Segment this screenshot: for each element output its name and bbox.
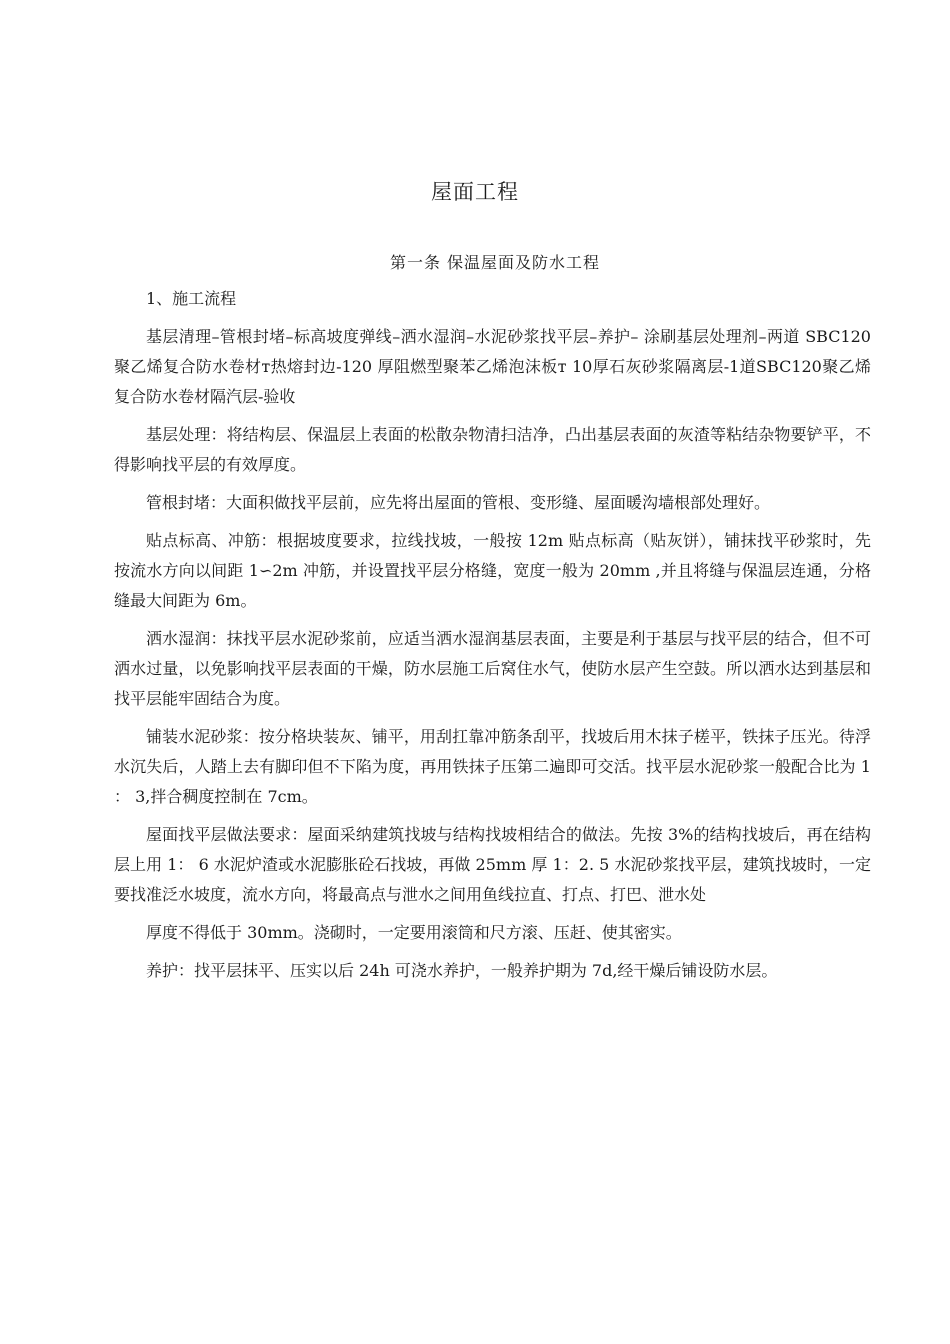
paragraph-watering: 洒水湿润：抹找平层水泥砂浆前，应适当洒水湿润基层表面，主要是利于基层与找平层的结合，但不可洒水过量，以免影响找平层表面的干燥，防水层施工后窝住水气，使防水层产生空鼓。所以洒水达到基层和找平层能牢固结合为度。	[114, 629, 871, 708]
paragraph-elevation-marking: 贴点标高、冲筋：根据坡度要求，拉线找坡，一般按 12m 贴点标高（贴灰饼），铺抹找平砂浆时，先按流水方向以间距 1∽2m 冲筋，并设置找平层分格缝，宽度一般为 20mm ,并且将缝与保温层连通，分格缝最大间距为 6m。	[114, 531, 871, 610]
paragraph-thickness: 厚度不得低于 30mm。浇砌时，一定要用滚筒和尺方滚、压赶、使其密实。	[146, 923, 682, 942]
paragraph-base-treatment: 基层处理：将结构层、保温层上表面的松散杂物清扫洁净，凸出基层表面的灰渣等粘结杂物要铲平，不得影响找平层的有效厚度。	[114, 425, 871, 474]
paragraph-leveling-requirements: 屋面找平层做法要求：屋面采纳建筑找坡与结构找坡相结合的做法。先按 3%的结构找坡后，再在结构层上用 1： 6 水泥炉渣或水泥膨胀砼石找坡，再做 25mm 厚 1：2. 5 水泥砂浆找平层，建筑找坡时，一定要找准泛水坡度，流水方向，将最高点与泄水之间用鱼线拉直、打点、打巴、泄水处	[114, 825, 871, 904]
document-title: 屋面工程	[431, 180, 519, 204]
paragraph-construction-process-heading: 1、施工流程	[146, 289, 237, 308]
document-body	[114, 284, 871, 994]
paragraph-process-steps: 基层清理–管根封堵–标高坡度弹线–洒水湿润–水泥砂浆找平层–养护– 涂刷基层处理剂–两道 SBC120 聚乙烯复合防水卷材ᴛ热熔封边-120 厚阻燃型聚苯乙烯泡沫板ᴛ 10厚石灰砂浆隔离层-1道SBC120聚乙烯复合防水卷材隔汽层-验收	[114, 327, 871, 406]
paragraph-pipe-sealing: 管根封堵：大面积做找平层前，应先将出屋面的管根、变形缝、屋面暖沟墙根部处理好。	[146, 493, 771, 512]
paragraph-curing: 养护：找平层抹平、压实以后 24h 可浇水养护，一般养护期为 7d,经干燥后铺设防水层。	[146, 961, 778, 980]
section-title: 第一条 保温屋面及防水工程	[389, 253, 601, 272]
paragraph-mortar-laying: 铺装水泥砂浆：按分格块装灰、铺平，用刮扛靠冲筋条刮平，找坡后用木抹子槎平，铁抹子压光。待浮水沉失后，人踏上去有脚印但不下陷为度，再用铁抹子压第二遍即可交活。找平层水泥砂浆一般配合比为 1 ： 3,拌合稠度控制在 7cm。	[114, 727, 871, 806]
